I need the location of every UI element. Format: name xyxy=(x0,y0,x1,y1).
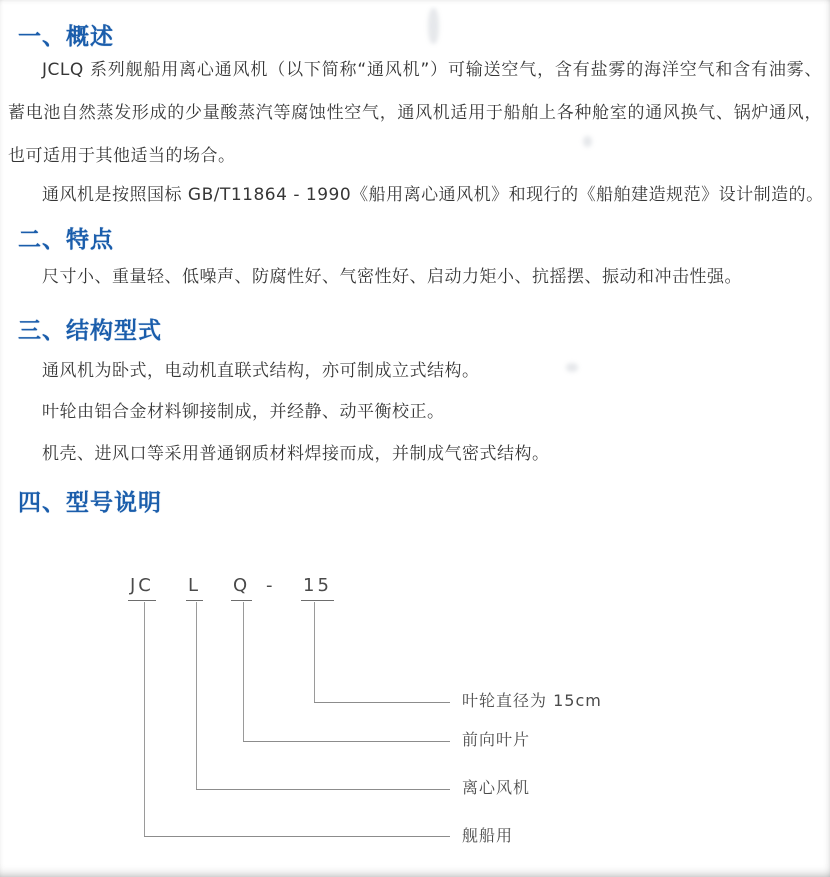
section-heading-features: 二、特点 xyxy=(18,227,114,253)
structure-paragraph-2: 叶轮由铝合金材料铆接制成，并经静、动平衡校正。 xyxy=(42,402,445,422)
model-code-l: L xyxy=(186,576,203,601)
leader-hline-jc xyxy=(144,836,450,837)
leader-vline-l xyxy=(196,602,197,789)
model-code-dash: - xyxy=(266,575,276,596)
model-code-jc: JC xyxy=(128,576,156,601)
scan-artifact xyxy=(566,363,578,372)
leader-hline-size xyxy=(314,702,450,703)
scan-artifact xyxy=(583,136,592,147)
scan-artifact xyxy=(428,8,439,44)
leader-vline-jc xyxy=(144,602,145,836)
overview-paragraph-2: 通风机是按照国标 GB/T11864 - 1990《船用离心通风机》和现行的《船舶建造规范》设计制造的。 xyxy=(42,185,824,205)
section-heading-structure: 三、结构型式 xyxy=(18,318,162,344)
model-label-marine-use: 舰船用 xyxy=(462,826,514,845)
model-code-size: 15 xyxy=(301,576,334,601)
section-heading-overview: 一、概述 xyxy=(18,24,114,50)
section-heading-model-designation: 四、型号说明 xyxy=(18,490,162,516)
model-label-centrifugal-fan: 离心风机 xyxy=(462,778,531,797)
overview-paragraph-1: JCLQ 系列舰船用离心通风机（以下简称“通风机”）可输送空气，含有盐雾的海洋空气和含有油雾、蓄电池自然蒸发形成的少量酸蒸汽等腐蚀性空气，通风机适用于船舶上各种舱室的通风换气、锅炉通风，也可适用于其他适当的场合。 xyxy=(8,60,822,166)
model-label-forward-blades: 前向叶片 xyxy=(462,730,531,749)
structure-paragraph-3: 机壳、进风口等采用普通钢质材料焊接而成，并制成气密式结构。 xyxy=(42,444,550,464)
features-paragraph: 尺寸小、重量轻、低噪声、防腐性好、气密性好、启动力矩小、抗摇摆、振动和冲击性强。 xyxy=(42,267,742,287)
model-label-impeller-diameter: 叶轮直径为 15cm xyxy=(462,691,602,710)
model-code-q: Q xyxy=(231,576,252,601)
leader-hline-q xyxy=(243,741,450,742)
structure-paragraph-1: 通风机为卧式，电动机直联式结构，亦可制成立式结构。 xyxy=(42,361,480,381)
leader-vline-q xyxy=(243,602,244,741)
leader-vline-size xyxy=(314,602,315,702)
model-designation-diagram xyxy=(0,560,830,860)
leader-hline-l xyxy=(196,789,450,790)
